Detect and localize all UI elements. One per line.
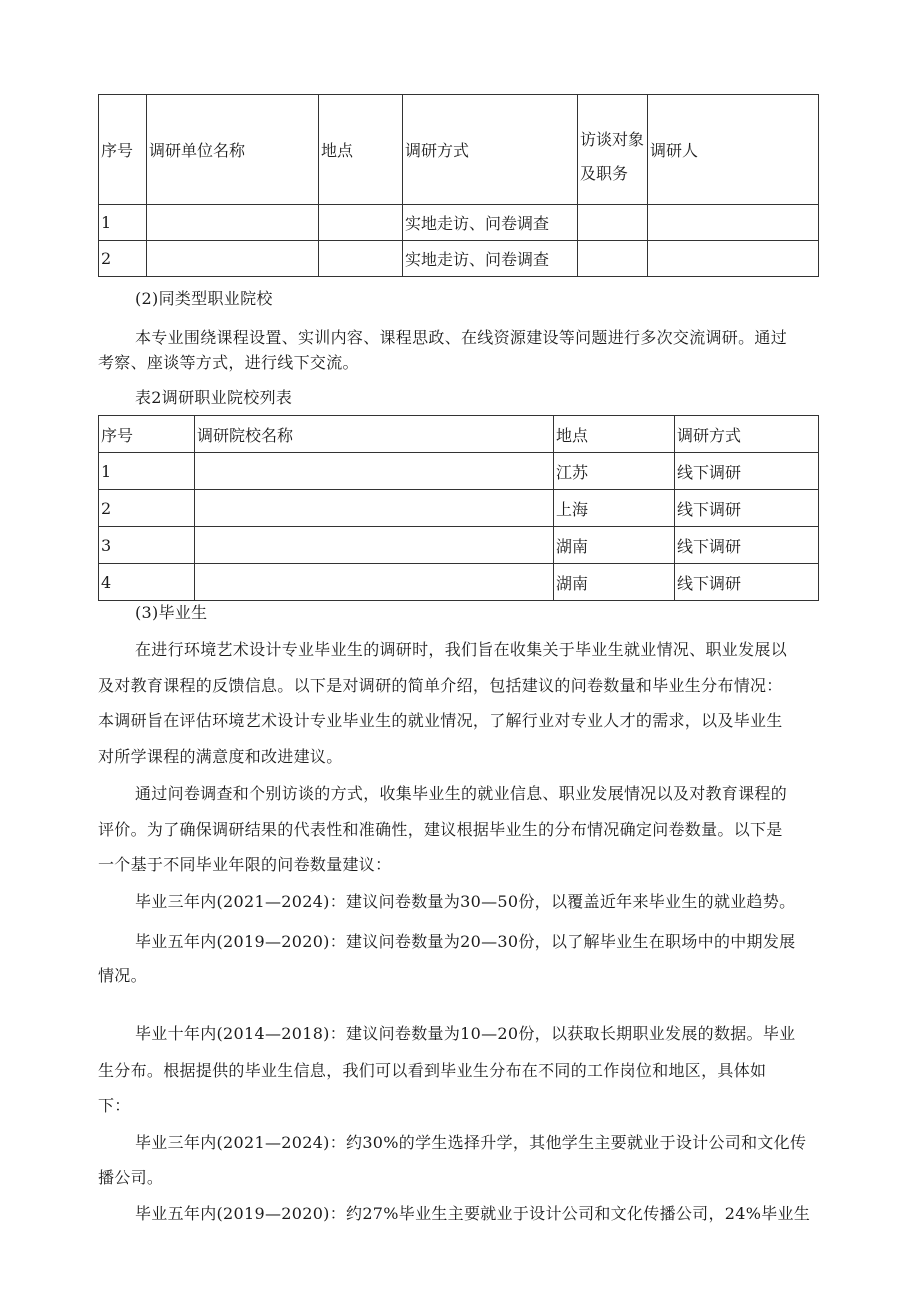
- table-cell: [195, 490, 554, 527]
- paragraph-line: 毕业十年内(2014—2018)：建议问卷数量为10—20份，以获取长期职业发展的数据。毕业: [135, 1024, 796, 1043]
- table-cell: 3: [99, 527, 195, 564]
- table-cell: [578, 241, 648, 277]
- section2-heading: (2)同类型职业院校: [135, 289, 273, 308]
- header-cell: 地点: [319, 95, 403, 205]
- table-row: [99, 205, 819, 241]
- header-cell: 地点: [554, 416, 675, 453]
- table-cell: 4: [99, 564, 195, 601]
- table-cell: 2: [99, 490, 195, 527]
- table-row: [99, 241, 819, 277]
- header-cell: [578, 95, 648, 205]
- table-cell: 湖南: [554, 564, 675, 601]
- table-header-row: [99, 95, 819, 205]
- paragraph-line: 本专业围绕课程设置、实训内容、课程思政、在线资源建设等问题进行多次交流调研。通过: [135, 328, 788, 347]
- paragraph-line: 毕业三年内(2021—2024)：约30%的学生选择升学，其他学生主要就业于设计公司和文化传: [135, 1133, 807, 1152]
- header-cell: 调研方式: [675, 416, 819, 453]
- table-cell: [319, 205, 403, 241]
- header-cell: 序号: [99, 95, 147, 205]
- paragraph-line: 考察、座谈等方式，进行线下交流。: [98, 353, 359, 372]
- table-cell: 2: [99, 241, 147, 277]
- paragraph-line: 毕业五年内(2019—2020)：建议问卷数量为20—30份，以了解毕业生在职场中的中期发展: [135, 932, 796, 951]
- paragraph-line: 生分布。根据提供的毕业生信息，我们可以看到毕业生分布在不同的工作岗位和地区，具体如: [98, 1061, 767, 1080]
- table-cell: 线下调研: [675, 564, 819, 601]
- table-cell: [195, 527, 554, 564]
- table-cell: 实地走访、问卷调查: [403, 205, 578, 241]
- table-cell: [195, 564, 554, 601]
- table-cell: [648, 205, 819, 241]
- table-cell: 上海: [554, 490, 675, 527]
- table-cell: 1: [99, 453, 195, 490]
- paragraph-line: 对所学课程的满意度和改进建议。: [98, 747, 343, 766]
- header-cell-line: 及职务: [580, 163, 629, 183]
- paragraph-line: 本调研旨在评估环境艺术设计专业毕业生的就业情况，了解行业对专业人才的需求，以及毕业生: [98, 711, 783, 730]
- header-cell-line: 访谈对象: [580, 129, 645, 149]
- paragraph-line: 下：: [98, 1096, 131, 1115]
- table-row: [99, 453, 819, 490]
- table-cell: 江苏: [554, 453, 675, 490]
- paragraph-line: 及对教育课程的反馈信息。以下是对调研的简单介绍，包括建议的问卷数量和毕业生分布情况：: [98, 676, 783, 695]
- table-header-row: [99, 416, 819, 453]
- table-cell: [147, 241, 319, 277]
- paragraph-line: 在进行环境艺术设计专业毕业生的调研时，我们旨在收集关于毕业生就业情况、职业发展以: [135, 640, 788, 659]
- table-caption: 表2调研职业院校列表: [135, 388, 293, 407]
- section3-heading: (3)毕业生: [135, 603, 208, 622]
- table-cell: [578, 205, 648, 241]
- paragraph-line: 播公司。: [98, 1168, 164, 1187]
- table-cell: 1: [99, 205, 147, 241]
- header-cell: 调研人: [648, 95, 819, 205]
- header-cell: 调研单位名称: [147, 95, 319, 205]
- table-cell: 实地走访、问卷调查: [403, 241, 578, 277]
- paragraph-line: 通过问卷调查和个别访谈的方式，收集毕业生的就业信息、职业发展情况以及对教育课程的: [135, 784, 788, 803]
- table-cell: 湖南: [554, 527, 675, 564]
- paragraph-line: 评价。为了确保调研结果的代表性和准确性，建议根据毕业生的分布情况确定问卷数量。以下是: [98, 820, 783, 839]
- table-row: [99, 564, 819, 601]
- table-row: [99, 527, 819, 564]
- table-cell: 线下调研: [675, 527, 819, 564]
- table-cell: [319, 241, 403, 277]
- table-cell: [195, 453, 554, 490]
- header-cell: 调研方式: [403, 95, 578, 205]
- table-cell: [147, 205, 319, 241]
- paragraph-line: 一个基于不同毕业年限的问卷数量建议：: [98, 855, 392, 874]
- table-cell: 线下调研: [675, 453, 819, 490]
- survey-unit-table: [98, 94, 819, 277]
- header-cell: 调研院校名称: [195, 416, 554, 453]
- paragraph-line: 毕业三年内(2021—2024)：建议问卷数量为30—50份，以覆盖近年来毕业生的就业趋势。: [135, 892, 796, 911]
- college-table: [98, 415, 819, 601]
- header-cell: 序号: [99, 416, 195, 453]
- paragraph-line: 情况。: [98, 966, 147, 985]
- table-row: [99, 490, 819, 527]
- paragraph-line: 毕业五年内(2019—2020)：约27%毕业生主要就业于设计公司和文化传播公司，24%毕业生: [135, 1204, 811, 1223]
- table-cell: [648, 241, 819, 277]
- table-cell: 线下调研: [675, 490, 819, 527]
